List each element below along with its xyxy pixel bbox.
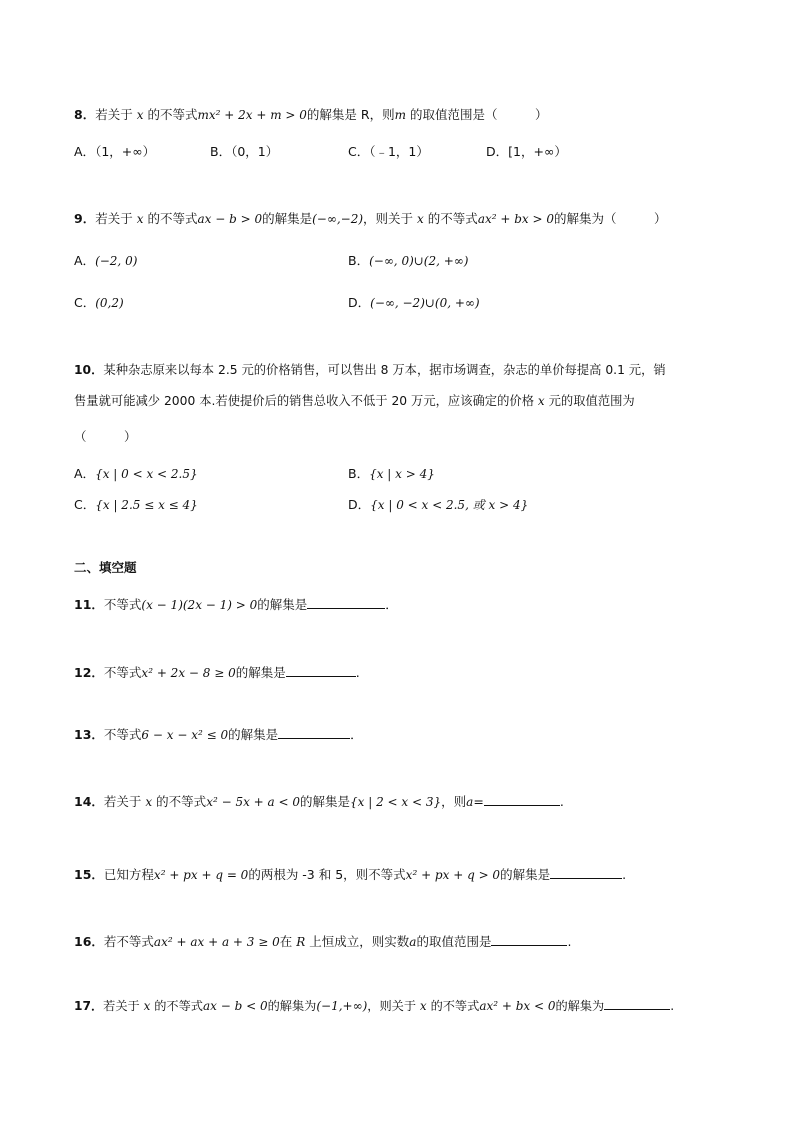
question-9: 9．若关于 x 的不等式ax − b > 0的解集是(−∞,−2)，则关于 x 的不等式ax² + bx > 0的解集为（ ）: [74, 211, 667, 226]
question-10-answer-bracket: （ ）: [74, 429, 137, 444]
answer-blank[interactable]: [307, 595, 385, 609]
question-number: 12．: [74, 665, 104, 680]
inequality-expression: ax² + bx > 0: [477, 212, 554, 226]
option-c[interactable]: C．(0,2): [74, 295, 124, 310]
option-a[interactable]: A．(−2, 0): [74, 253, 138, 268]
question-13: 13．不等式6 − x − x² ≤ 0的解集是 ．: [74, 727, 363, 742]
option-d[interactable]: D．[1，+∞）: [486, 144, 567, 159]
option-c[interactable]: C．（﹣1，1）: [348, 144, 429, 159]
question-number: 17．: [74, 999, 104, 1013]
question-11: 11．不等式(x − 1)(2x − 1) > 0的解集是 ．: [74, 597, 398, 612]
question-number: 15．: [74, 867, 104, 882]
option-d[interactable]: D．(−∞, −2)∪(0, +∞): [348, 295, 480, 310]
question-10-line-1: 10．某种杂志原来以每本 2.5 元的价格销售，可以售出 8 万本，据市场调查，杂志的单价每提高 0.1 元，销: [74, 363, 666, 377]
option-c[interactable]: C．{x | 2.5 ≤ x ≤ 4}: [74, 497, 198, 512]
answer-blank[interactable]: [604, 996, 670, 1010]
section-heading: 二、填空题: [74, 560, 137, 575]
option-a[interactable]: A．（1，+∞）: [74, 144, 156, 159]
answer-blank[interactable]: [550, 865, 622, 879]
question-number: 13．: [74, 727, 104, 742]
question-16: 16．若不等式ax² + ax + a + 3 ≥ 0在 R 上恒成立，则实数a的取值范围是 .: [74, 934, 572, 949]
question-10-line-2: 售量就可能减少 2000 本.若使提价后的销售总收入不低于 20 万元，应该确定的价格 x 元的取值范围为: [74, 394, 635, 408]
answer-blank[interactable]: [278, 725, 350, 739]
option-d[interactable]: D．{x | 0 < x < 2.5, 或 x > 4}: [348, 497, 529, 512]
option-b[interactable]: B．（0，1）: [210, 144, 279, 159]
question-number: 10．: [74, 363, 104, 377]
question-number: 9．: [74, 211, 96, 226]
answer-blank[interactable]: [484, 792, 560, 806]
question-14: 14．若关于 x 的不等式x² − 5x + a < 0的解集是{x | 2 < x < 3}，则a= .: [74, 794, 564, 809]
question-number: 16．: [74, 934, 104, 949]
option-b[interactable]: B．{x | x > 4}: [348, 466, 435, 481]
question-number: 11．: [74, 597, 104, 612]
question-number: 14．: [74, 794, 104, 809]
inequality-expression: ax − b > 0: [197, 212, 263, 226]
inequality-expression: mx² + 2x + m > 0: [197, 108, 307, 122]
question-number: 8．: [74, 107, 96, 122]
answer-blank[interactable]: [286, 663, 356, 677]
answer-blank[interactable]: [491, 932, 567, 946]
question-8: 8．若关于 x 的不等式mx² + 2x + m > 0的解集是 R，则m 的取值范围是（ ）: [74, 107, 548, 122]
option-a[interactable]: A．{x | 0 < x < 2.5}: [74, 466, 198, 481]
question-17: 17．若关于 x 的不等式ax − b < 0的解集为(−1,+∞)，则关于 x 的不等式ax² + bx < 0的解集为 .: [74, 996, 674, 1015]
option-b[interactable]: B．(−∞, 0)∪(2, +∞): [348, 253, 469, 268]
question-12: 12．不等式x² + 2x − 8 ≥ 0的解集是 .: [74, 665, 360, 680]
question-15: 15．已知方程x² + px + q = 0的两根为 -3 和 5，则不等式x² + px + q > 0的解集是 .: [74, 867, 627, 882]
